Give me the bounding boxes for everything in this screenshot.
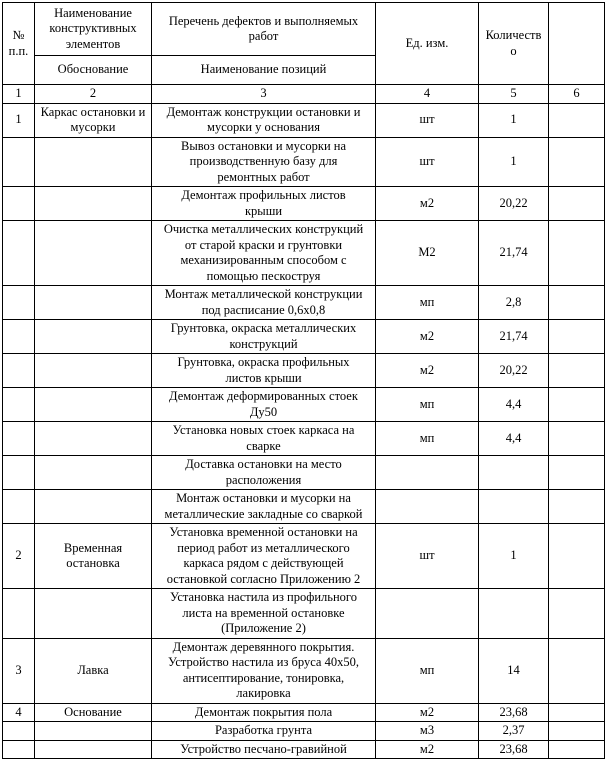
work-cell: Установка новых стоек каркаса на сварке — [152, 422, 376, 456]
column-number-cell: 5 — [479, 85, 549, 104]
element-cell — [35, 456, 152, 490]
element-cell — [35, 722, 152, 741]
extra-cell — [549, 740, 605, 759]
table-row — [3, 354, 605, 388]
extra-cell — [549, 187, 605, 221]
unit-cell: м2 — [376, 354, 479, 388]
extra-cell — [549, 286, 605, 320]
table-row — [3, 320, 605, 354]
quantity-cell: 21,74 — [479, 320, 549, 354]
unit-cell: мп — [376, 286, 479, 320]
table-row — [3, 722, 605, 741]
row-number-cell — [3, 490, 35, 524]
header-justification: Обоснование — [35, 56, 152, 85]
element-cell — [35, 221, 152, 286]
extra-cell — [549, 354, 605, 388]
row-number-cell: 1 — [3, 103, 35, 137]
quantity-cell: 4,4 — [479, 388, 549, 422]
table-row — [3, 524, 605, 589]
row-number-cell — [3, 187, 35, 221]
quantity-cell: 23,68 — [479, 703, 549, 722]
row-number-cell — [3, 320, 35, 354]
unit-cell: шт — [376, 103, 479, 137]
unit-cell: м2 — [376, 703, 479, 722]
extra-cell — [549, 490, 605, 524]
table-row — [3, 638, 605, 703]
quantity-cell: 20,22 — [479, 354, 549, 388]
work-cell: Грунтовка, окраска металлических конструкций — [152, 320, 376, 354]
column-number-cell: 2 — [35, 85, 152, 104]
column-number-cell: 1 — [3, 85, 35, 104]
element-cell — [35, 490, 152, 524]
row-number-cell: 4 — [3, 703, 35, 722]
quantity-cell — [479, 490, 549, 524]
header-positions: Наименование позиций — [152, 56, 376, 85]
element-cell — [35, 320, 152, 354]
header-row-numbers — [3, 85, 605, 104]
header-col-quantity: Количество — [479, 3, 549, 85]
extra-cell — [549, 703, 605, 722]
column-number-cell: 6 — [549, 85, 605, 104]
row-number-cell: 3 — [3, 638, 35, 703]
work-cell: Очистка металлических конструкций от старой краски и грунтовки механизированным способом с помощью пескоструя — [152, 221, 376, 286]
quantity-cell: 4,4 — [479, 422, 549, 456]
unit-cell: м2 — [376, 740, 479, 759]
table-row — [3, 740, 605, 759]
work-cell: Монтаж металлической конструкции под расписание 0,6х0,8 — [152, 286, 376, 320]
unit-cell: мп — [376, 388, 479, 422]
unit-cell: шт — [376, 524, 479, 589]
unit-cell: м2 — [376, 187, 479, 221]
row-number-cell — [3, 354, 35, 388]
element-cell — [35, 589, 152, 639]
unit-cell — [376, 456, 479, 490]
element-cell: Лавка — [35, 638, 152, 703]
element-cell — [35, 354, 152, 388]
extra-cell — [549, 456, 605, 490]
element-cell: Временная остановка — [35, 524, 152, 589]
unit-cell — [376, 589, 479, 639]
table-body — [3, 103, 605, 759]
extra-cell — [549, 589, 605, 639]
work-cell: Демонтаж покрытия пола — [152, 703, 376, 722]
element-cell — [35, 187, 152, 221]
row-number-cell: 2 — [3, 524, 35, 589]
element-cell — [35, 137, 152, 187]
row-number-cell — [3, 286, 35, 320]
quantity-cell: 2,8 — [479, 286, 549, 320]
extra-cell — [549, 103, 605, 137]
unit-cell: мп — [376, 638, 479, 703]
work-cell: Устройство песчано-гравийной — [152, 740, 376, 759]
work-cell: Вывоз остановки и мусорки на производственную базу для ремонтных работ — [152, 137, 376, 187]
quantity-cell: 1 — [479, 524, 549, 589]
table-row — [3, 589, 605, 639]
header-col-works: Перечень дефектов и выполняемых работ — [152, 3, 376, 56]
table-row — [3, 137, 605, 187]
unit-cell: м3 — [376, 722, 479, 741]
quantity-cell: 1 — [479, 103, 549, 137]
column-number-cell: 4 — [376, 85, 479, 104]
quantity-cell: 2,37 — [479, 722, 549, 741]
unit-cell — [376, 490, 479, 524]
row-number-cell — [3, 589, 35, 639]
header-col-extra — [549, 3, 605, 85]
table-row — [3, 422, 605, 456]
quantity-cell: 21,74 — [479, 221, 549, 286]
extra-cell — [549, 722, 605, 741]
extra-cell — [549, 137, 605, 187]
table-row — [3, 187, 605, 221]
element-cell — [35, 740, 152, 759]
quantity-cell — [479, 456, 549, 490]
element-cell — [35, 388, 152, 422]
quantity-cell: 14 — [479, 638, 549, 703]
unit-cell: мп — [376, 422, 479, 456]
quantity-cell: 23,68 — [479, 740, 549, 759]
work-cell: Монтаж остановки и мусорки на металлические закладные со сваркой — [152, 490, 376, 524]
work-cell: Демонтаж деформированных стоек Ду50 — [152, 388, 376, 422]
header-col-elements: Наименование конструктивных элементов — [35, 3, 152, 56]
row-number-cell — [3, 740, 35, 759]
table-row — [3, 221, 605, 286]
header-col-unit: Ед. изм. — [376, 3, 479, 85]
unit-cell: м2 — [376, 320, 479, 354]
table-row — [3, 456, 605, 490]
extra-cell — [549, 221, 605, 286]
element-cell — [35, 422, 152, 456]
quantity-cell: 1 — [479, 137, 549, 187]
column-number-cell: 3 — [152, 85, 376, 104]
header-row-top — [3, 3, 605, 56]
unit-cell: М2 — [376, 221, 479, 286]
element-cell: Основание — [35, 703, 152, 722]
extra-cell — [549, 388, 605, 422]
quantity-cell — [479, 589, 549, 639]
defect-list-table — [2, 2, 605, 759]
extra-cell — [549, 524, 605, 589]
extra-cell — [549, 638, 605, 703]
work-cell: Установка настила из профильного листа на временной остановке (Приложение 2) — [152, 589, 376, 639]
element-cell — [35, 286, 152, 320]
extra-cell — [549, 320, 605, 354]
header-col-num: № п.п. — [3, 3, 35, 85]
extra-cell — [549, 422, 605, 456]
table-row — [3, 286, 605, 320]
table-row — [3, 490, 605, 524]
table-header — [3, 3, 605, 104]
work-cell: Доставка остановки на место расположения — [152, 456, 376, 490]
work-cell: Грунтовка, окраска профильных листов крыши — [152, 354, 376, 388]
work-cell: Демонтаж конструкции остановки и мусорки у основания — [152, 103, 376, 137]
row-number-cell — [3, 722, 35, 741]
table-row — [3, 388, 605, 422]
work-cell: Установка временной остановки на период работ из металлического каркаса рядом с действующей остановкой согласно Приложению 2 — [152, 524, 376, 589]
unit-cell: шт — [376, 137, 479, 187]
row-number-cell — [3, 137, 35, 187]
table-row — [3, 103, 605, 137]
work-cell: Демонтаж профильных листов крыши — [152, 187, 376, 221]
table-row — [3, 703, 605, 722]
work-cell: Демонтаж деревянного покрытия. Устройство настила из бруса 40х50, антисептирование, тонировка, лакировка — [152, 638, 376, 703]
row-number-cell — [3, 456, 35, 490]
work-cell: Разработка грунта — [152, 722, 376, 741]
element-cell: Каркас остановки и мусорки — [35, 103, 152, 137]
row-number-cell — [3, 221, 35, 286]
row-number-cell — [3, 422, 35, 456]
quantity-cell: 20,22 — [479, 187, 549, 221]
row-number-cell — [3, 388, 35, 422]
